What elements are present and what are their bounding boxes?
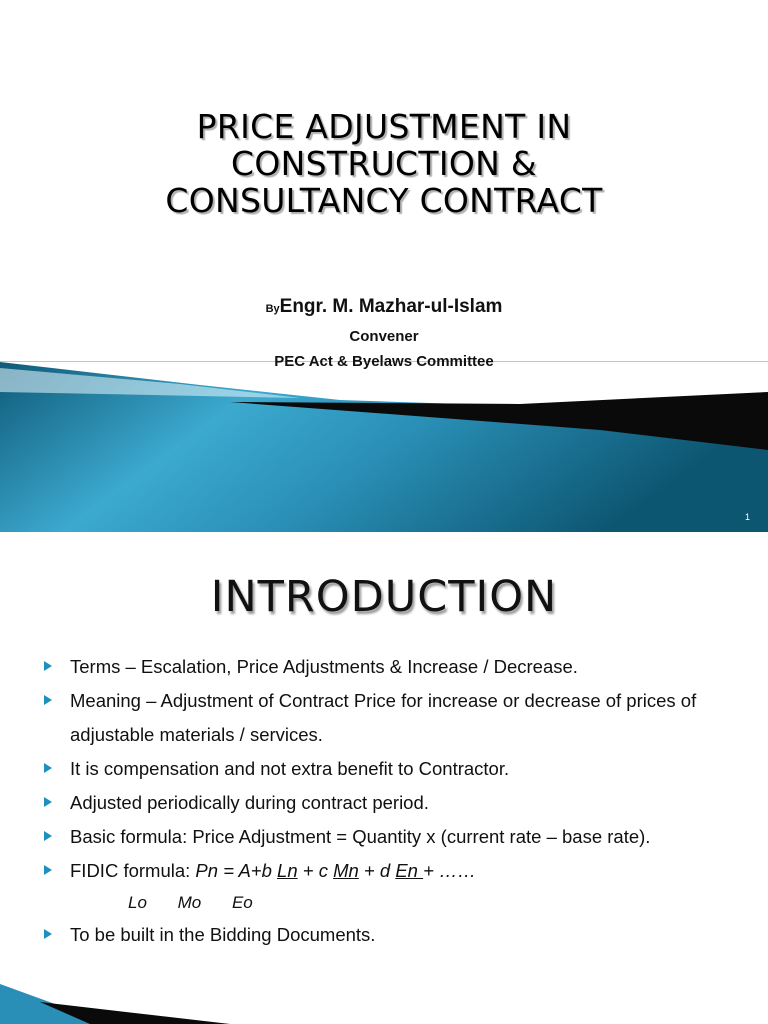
title-line: CONSULTANCY CONTRACT xyxy=(165,181,603,220)
committee-name: PEC Act & Byelaws Committee xyxy=(274,353,494,370)
title-line: CONSTRUCTION & xyxy=(231,144,537,183)
slide-title xyxy=(0,108,768,219)
bullet-item: To be built in the Bidding Documents. xyxy=(44,918,754,952)
formula-en: En xyxy=(395,860,424,881)
bullet-arrow-icon xyxy=(44,695,52,705)
bullet-arrow-icon xyxy=(44,929,52,939)
fidic-bullet xyxy=(44,854,754,888)
bullet-arrow-icon xyxy=(44,831,52,841)
author-role: Convener xyxy=(349,328,419,345)
bullet-arrow-icon xyxy=(44,797,52,807)
bullet-arrow-icon xyxy=(44,865,52,875)
title-line: PRICE ADJUSTMENT IN xyxy=(196,107,572,146)
bullet-arrow-icon xyxy=(44,763,52,773)
formula-ln: Ln xyxy=(277,860,298,881)
formula-mn: Mn xyxy=(333,860,359,881)
formula-part: + d xyxy=(358,860,396,881)
bullet-item: Terms – Escalation, Price Adjustments & Increase / Decrease. xyxy=(44,650,754,684)
introduction-slide xyxy=(0,532,768,1024)
section-title: INTRODUCTION xyxy=(210,572,558,622)
author-name: Engr. M. Mazhar-ul-Islam xyxy=(279,296,503,317)
formula-part: Pn = A+b xyxy=(195,860,278,881)
formula-denominators: Lo Mo Eo xyxy=(128,893,253,912)
bullet-item: Meaning – Adjustment of Contract Price for increase or decrease of prices of adjustable materials / services. xyxy=(44,684,754,752)
bullet-item: Basic formula: Price Adjustment = Quantity x (current rate – base rate). xyxy=(44,820,754,854)
formula-part: + …… xyxy=(423,860,477,881)
bullet-arrow-icon xyxy=(44,661,52,671)
bullet-item: Adjusted periodically during contract period. xyxy=(44,786,754,820)
by-prefix: By xyxy=(265,303,280,315)
author-line xyxy=(0,296,768,318)
formula-part: + c xyxy=(297,860,334,881)
bullet-item: It is compensation and not extra benefit to Contractor. xyxy=(44,752,754,786)
bullet-list xyxy=(44,650,754,952)
page-number: 1 xyxy=(744,512,750,522)
fidic-label: FIDIC formula: xyxy=(70,860,196,881)
